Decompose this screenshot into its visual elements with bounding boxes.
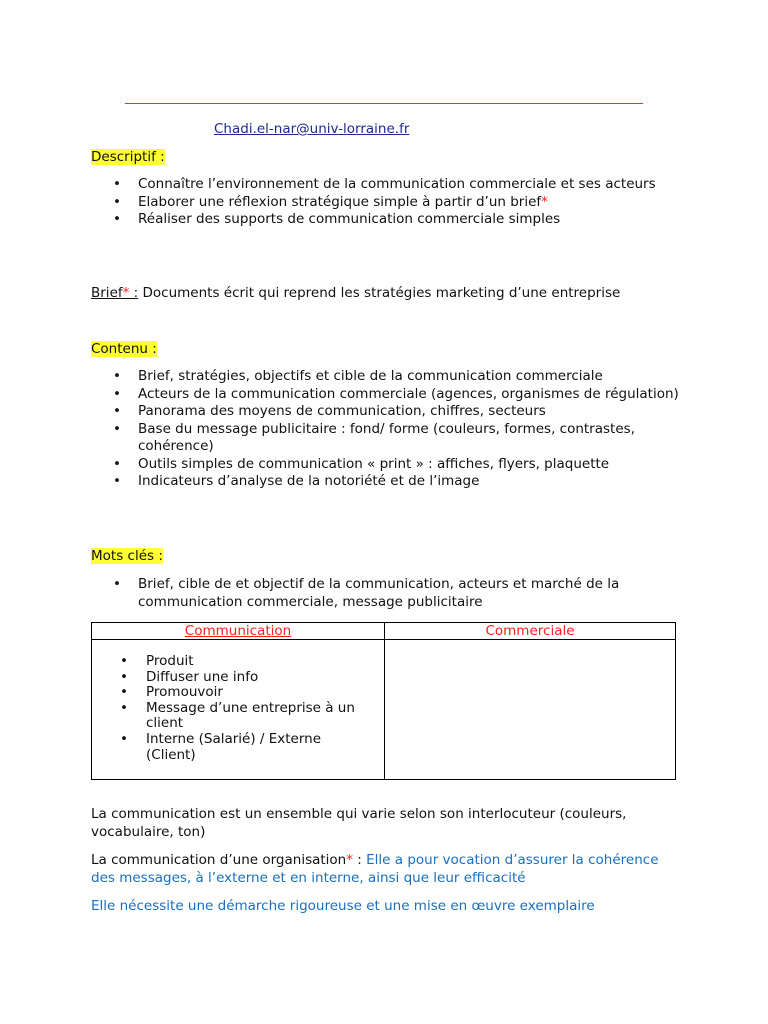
table-cell-commerciale [385, 640, 676, 780]
list-item: • Base du message publicitaire : fond/ forme (couleurs, formes, contrastes, cohérence) [91, 421, 681, 456]
list-item: • Outils simples de communication « print » : affiches, flyers, plaquette [91, 456, 681, 474]
list-item: • Message d’une entreprise à un client [92, 701, 384, 732]
paragraph-communication-organisation: La communication d’une organisation* : Elle a pour vocation d’assurer la cohérence des messages, à l’externe et en interne, ainsi que leur efficacité [91, 852, 659, 886]
mots-cles-title: Mots clés : [91, 548, 163, 564]
brief-term: Brief* : [91, 285, 139, 301]
header-divider-line [125, 103, 643, 104]
paragraph-demarche: Elle nécessite une démarche rigoureuse et une mise en œuvre exemplaire [91, 898, 595, 914]
list-item: • Connaître l’environnement de la communication commerciale et ses acteurs [91, 176, 681, 194]
asterisk-mark: * [541, 193, 548, 210]
contenu-list [91, 368, 681, 491]
organisation-definition: Elle a pour vocation d’assurer la cohérence des messages, à l’externe et en interne, ainsi que leur efficacité [91, 852, 659, 886]
list-item: • Diffuser une info [92, 670, 384, 686]
table-header-row [92, 623, 676, 640]
mots-cles-heading [91, 548, 163, 564]
asterisk-mark: * [346, 852, 353, 868]
contenu-title: Contenu : [91, 341, 157, 357]
list-item: • Indicateurs d’analyse de la notoriété et de l’image [91, 473, 681, 491]
list-item: • Produit [92, 654, 384, 670]
brief-definition [91, 285, 620, 301]
list-item: • Interne (Salarié) / Externe (Client) [92, 732, 384, 763]
asterisk-mark: * [122, 285, 130, 301]
descriptif-list [91, 176, 681, 229]
list-item: • Promouvoir [92, 685, 384, 701]
table-header-commerciale: Commerciale [385, 623, 676, 640]
list-item: • Brief, cible de et objectif de la communication, acteurs et marché de la communication commerciale, message publicitaire [91, 576, 681, 611]
list-item: • Acteurs de la communication commerciale (agences, organismes de régulation) [91, 386, 681, 404]
list-item: • Elaborer une réflexion stratégique simple à partir d’un brief* [91, 194, 681, 212]
descriptif-heading [91, 149, 165, 165]
list-item: • Brief, stratégies, objectifs et cible de la communication commerciale [91, 368, 681, 386]
comparison-table [91, 622, 676, 780]
communication-list [92, 654, 384, 763]
list-item: • Panorama des moyens de communication, chiffres, secteurs [91, 403, 681, 421]
descriptif-title: Descriptif : [91, 149, 165, 165]
paragraph-communication-ensemble: La communication est un ensemble qui varie selon son interlocuteur (couleurs, vocabulaire, ton) [91, 806, 627, 840]
table-row [92, 640, 676, 780]
contenu-heading [91, 341, 157, 357]
mots-cles-list [91, 576, 681, 611]
email-link[interactable]: Chadi.el-nar@univ-lorraine.fr [214, 121, 410, 137]
brief-text: Documents écrit qui reprend les stratégies marketing d’une entreprise [138, 285, 621, 301]
list-item: • Réaliser des supports de communication commerciale simples [91, 211, 681, 229]
table-cell-communication [92, 640, 385, 780]
table-header-communication: Communication [92, 623, 385, 640]
